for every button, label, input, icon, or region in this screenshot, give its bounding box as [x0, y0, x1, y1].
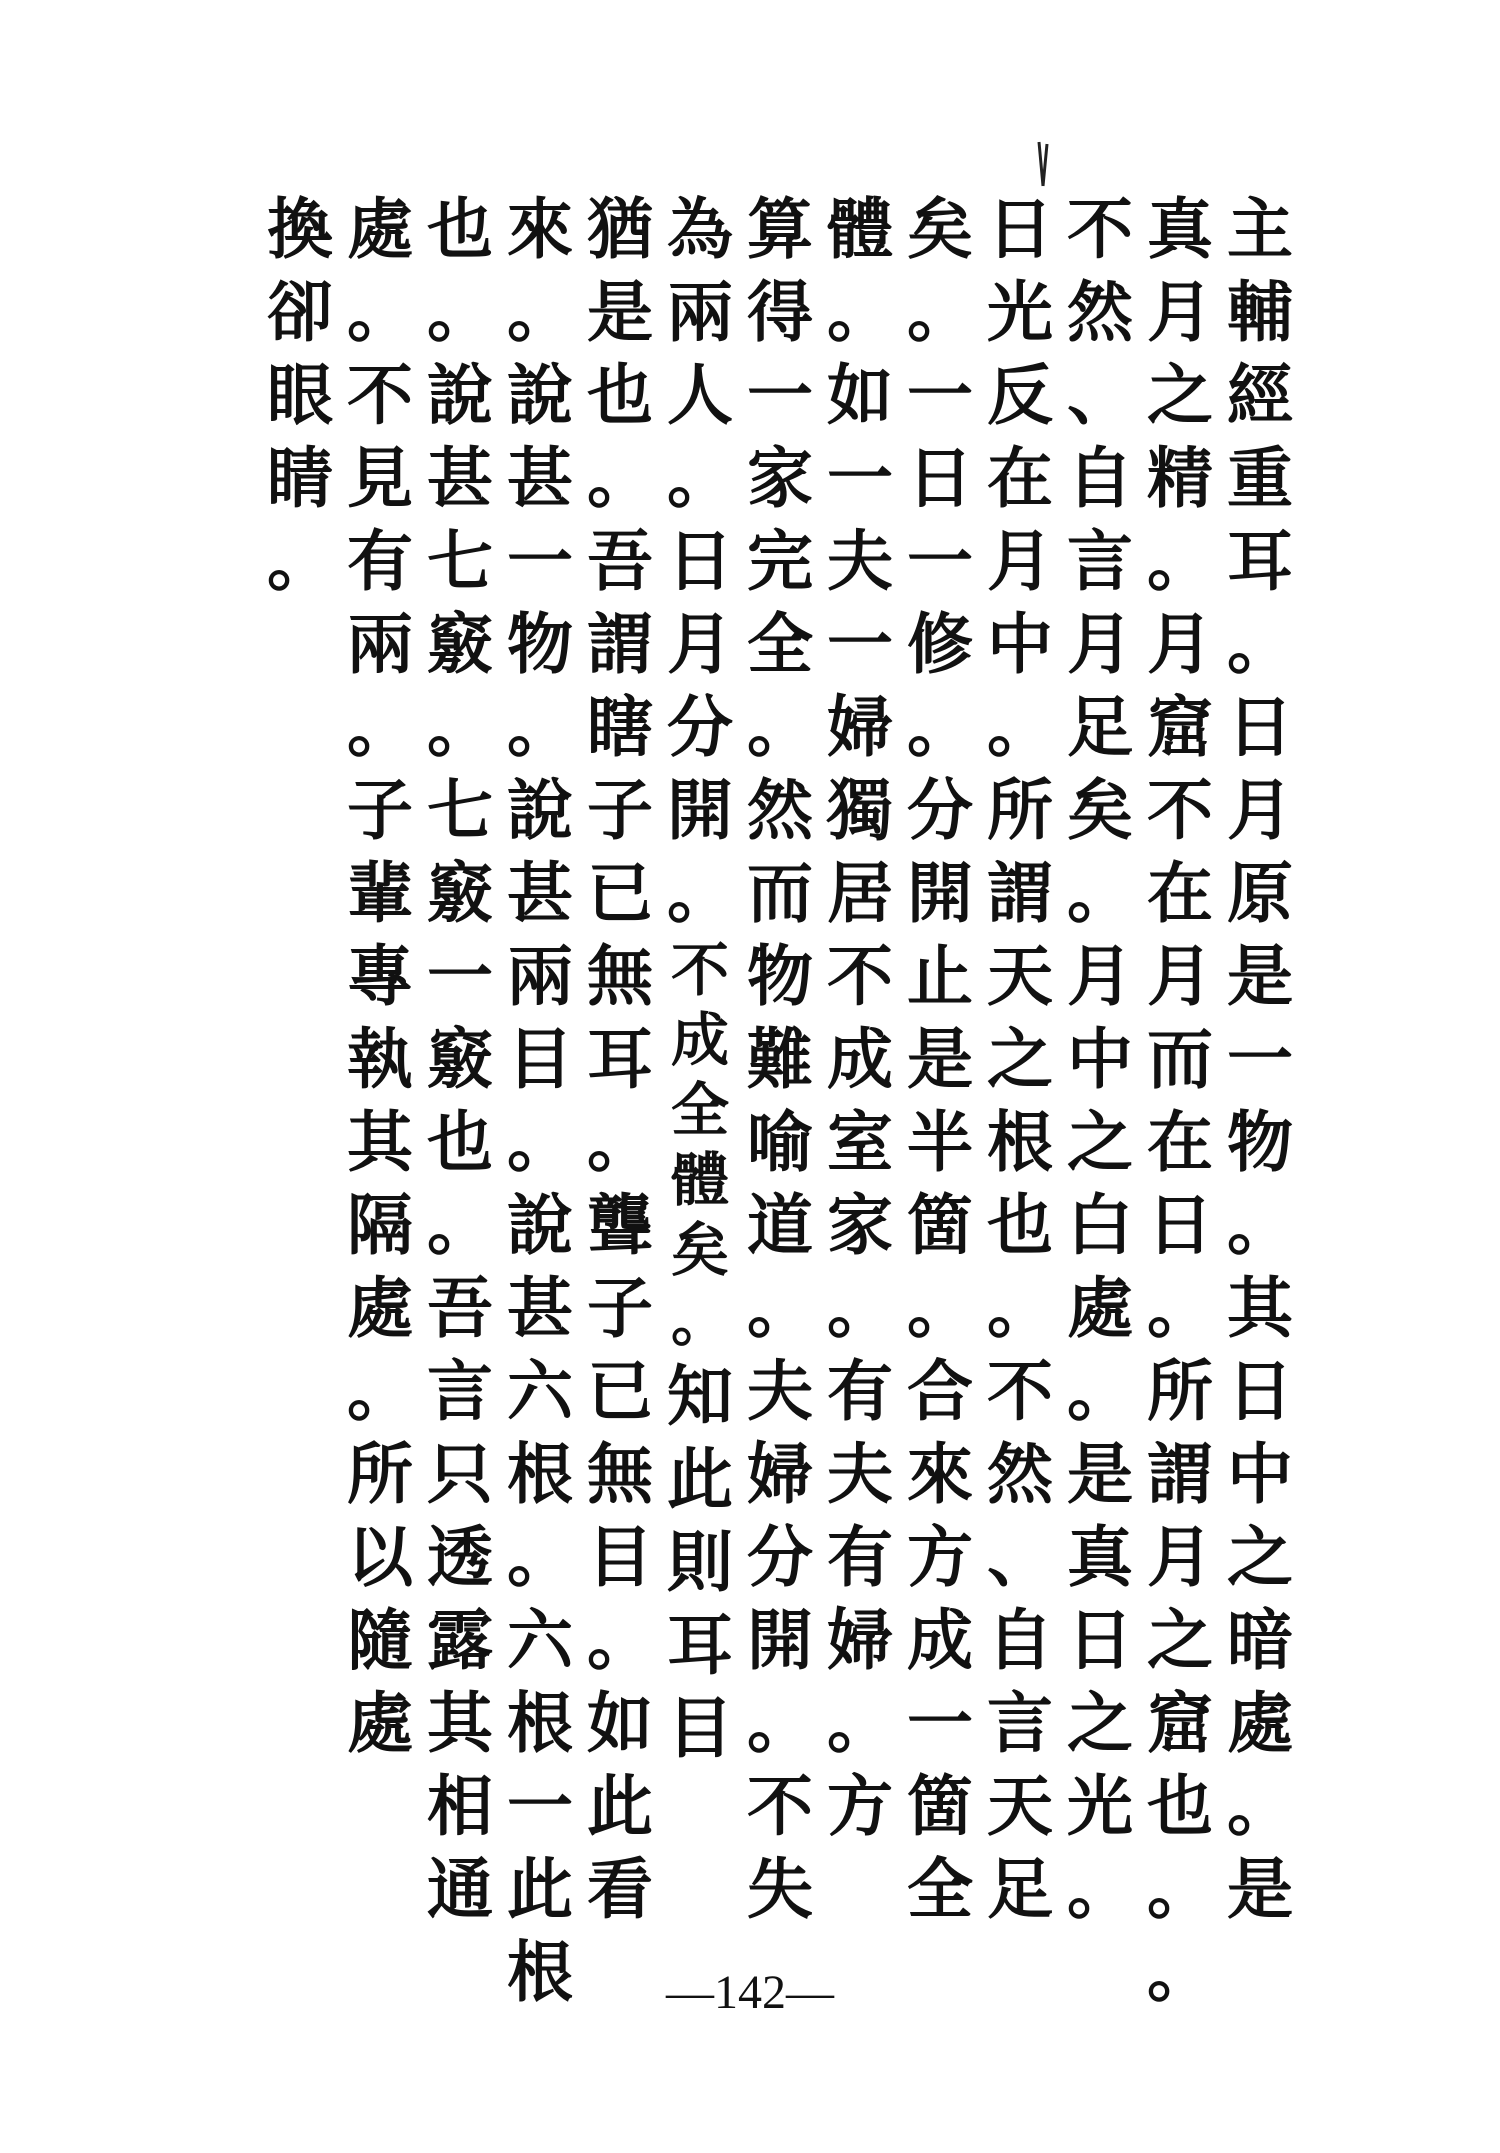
text-char: 所 — [1147, 1352, 1213, 1430]
text-column-10 — [500, 188, 580, 2014]
text-char: 光 — [987, 273, 1053, 351]
text-char: 算 — [747, 190, 813, 268]
text-char: 也 — [587, 356, 653, 434]
text-char: 月 — [1067, 937, 1133, 1015]
text-char: 。 — [1147, 1850, 1213, 1928]
text-char: 真 — [1067, 1518, 1133, 1596]
text-char: 。 — [907, 688, 973, 766]
text-char: 婦 — [827, 1601, 893, 1679]
text-char: 也 — [987, 1186, 1053, 1264]
text-char: 謂 — [987, 854, 1053, 932]
text-char: 一 — [1227, 1020, 1293, 1098]
text-char: 一 — [507, 1767, 573, 1845]
text-char: 白 — [1067, 1186, 1133, 1264]
text-char: 其 — [1227, 1269, 1293, 1347]
text-char: 也 — [427, 190, 493, 268]
text-char: 足 — [1067, 688, 1133, 766]
text-char: 處 — [347, 1269, 413, 1347]
text-char: 如 — [827, 356, 893, 434]
text-char: 然 — [987, 1435, 1053, 1513]
text-char: 原 — [1227, 854, 1293, 932]
text-char: 日 — [1227, 1352, 1293, 1430]
text-char: 足 — [987, 1850, 1053, 1928]
text-char: 。 — [747, 1269, 813, 1347]
text-char: 一 — [827, 605, 893, 683]
text-char: 家 — [827, 1186, 893, 1264]
text-char: 聾 — [587, 1186, 653, 1264]
text-column-5 — [900, 188, 980, 1931]
text-char: 中 — [1227, 1435, 1293, 1513]
text-char: 竅 — [427, 854, 493, 932]
text-column-3 — [1060, 188, 1140, 1931]
text-char: 眼 — [267, 356, 333, 434]
text-column-9 — [580, 188, 660, 1931]
text-char: 。 — [827, 1269, 893, 1347]
text-char: 謂 — [1147, 1435, 1213, 1513]
text-char: 一 — [907, 1684, 973, 1762]
text-char: 成 — [907, 1601, 973, 1679]
text-char: 、 — [987, 1518, 1053, 1596]
text-char: 物 — [507, 605, 573, 683]
text-char: 一 — [907, 522, 973, 600]
text-char: 甚 — [507, 439, 573, 517]
text-char: 之 — [1147, 356, 1213, 434]
text-char: 瞎 — [587, 688, 653, 766]
text-char: 家 — [747, 439, 813, 517]
text-column-6 — [820, 188, 900, 1848]
text-char: 。 — [1067, 854, 1133, 932]
text-char: 開 — [747, 1601, 813, 1679]
text-char: 則 — [667, 1523, 733, 1601]
text-char: 。 — [347, 688, 413, 766]
text-char: 。 — [827, 273, 893, 351]
text-char: 。 — [587, 1601, 653, 1679]
text-char: 月 — [1147, 273, 1213, 351]
text-char: 物 — [747, 937, 813, 1015]
text-char: 相 — [427, 1767, 493, 1845]
text-char: 重 — [1227, 439, 1293, 517]
text-char: 也 — [427, 1103, 493, 1181]
text-char: 來 — [507, 190, 573, 268]
text-char: 。 — [1147, 522, 1213, 600]
text-char: 成 — [827, 1020, 893, 1098]
text-char: 自 — [987, 1601, 1053, 1679]
text-char: 輔 — [1227, 273, 1293, 351]
text-char: 居 — [827, 854, 893, 932]
text-char: 子 — [587, 771, 653, 849]
text-char: 有 — [827, 1352, 893, 1430]
text-char: 主 — [1227, 190, 1293, 268]
text-char: 。 — [507, 1518, 573, 1596]
text-char: 耳 — [1227, 522, 1293, 600]
text-char: 全 — [747, 605, 813, 683]
text-column-1 — [1220, 188, 1300, 1931]
text-char: 月 — [667, 605, 733, 683]
text-char: 甚 — [507, 1269, 573, 1347]
text-char: 道 — [747, 1186, 813, 1264]
text-char: 。 — [427, 273, 493, 351]
text-char: 是 — [587, 273, 653, 351]
text-char: 來 — [907, 1435, 973, 1513]
text-char: 矣 — [670, 1216, 729, 1284]
text-char: 卻 — [267, 273, 333, 351]
text-char: 說 — [507, 771, 573, 849]
text-char: 失 — [747, 1850, 813, 1928]
text-char: 月 — [1147, 605, 1213, 683]
text-char: 。 — [747, 1684, 813, 1762]
text-char: 之 — [1227, 1518, 1293, 1596]
text-char: 之 — [1067, 1103, 1133, 1181]
text-char: 月 — [1067, 605, 1133, 683]
text-char: 。 — [827, 1684, 893, 1762]
text-char: 不 — [747, 1767, 813, 1845]
text-char: 成 — [670, 1006, 729, 1074]
text-char: 反 — [987, 356, 1053, 434]
text-char: 吾 — [427, 1269, 493, 1347]
scan-mark-icon — [1036, 140, 1050, 188]
text-char: 。 — [427, 688, 493, 766]
text-char: 。 — [667, 439, 733, 517]
text-char: 輩 — [347, 854, 413, 932]
text-char: 。 — [347, 1352, 413, 1430]
text-char: 根 — [507, 1684, 573, 1762]
text-char: 一 — [827, 439, 893, 517]
text-char: 。 — [507, 273, 573, 351]
text-char: 言 — [1067, 522, 1133, 600]
text-char: 其 — [427, 1684, 493, 1762]
text-char: 子 — [587, 1269, 653, 1347]
text-column-13 — [260, 188, 340, 603]
text-char: 日 — [907, 439, 973, 517]
text-char: 言 — [427, 1352, 493, 1430]
text-char: 日 — [1227, 688, 1293, 766]
text-char: 是 — [907, 1020, 973, 1098]
text-column-4 — [980, 188, 1060, 1931]
text-char: 此 — [587, 1767, 653, 1845]
text-char: 耳 — [667, 1606, 733, 1684]
text-char: 如 — [587, 1684, 653, 1762]
text-char: 無 — [587, 937, 653, 1015]
text-char: 分 — [907, 771, 973, 849]
text-char: 室 — [827, 1103, 893, 1181]
text-char: 。 — [1227, 605, 1293, 683]
text-char: 。 — [507, 1103, 573, 1181]
text-char: 說 — [507, 1186, 573, 1264]
text-char: 。 — [587, 1103, 653, 1181]
text-char: 而 — [1147, 1020, 1213, 1098]
text-char: 。 — [347, 273, 413, 351]
text-char: 六 — [507, 1352, 573, 1430]
text-char: 月 — [1147, 937, 1213, 1015]
text-char: 。 — [907, 1269, 973, 1347]
text-char: 猶 — [587, 190, 653, 268]
text-char: 天 — [987, 1767, 1053, 1845]
text-char: 全 — [670, 1076, 729, 1144]
text-char: 竅 — [427, 605, 493, 683]
text-column-12 — [340, 188, 420, 1765]
text-char: 日 — [1067, 1601, 1133, 1679]
text-char: 自 — [1067, 439, 1133, 517]
text-char: 。 — [1227, 1767, 1293, 1845]
text-char: 完 — [747, 522, 813, 600]
text-column-2 — [1140, 188, 1220, 2014]
text-char: 。 — [907, 273, 973, 351]
text-char: 知 — [667, 1357, 733, 1435]
inserted-note — [670, 935, 730, 1355]
text-char: 光 — [1067, 1767, 1133, 1845]
text-char: 。 — [427, 1186, 493, 1264]
text-char: 矣 — [907, 190, 973, 268]
text-char: 不 — [1147, 771, 1213, 849]
text-char: 。 — [987, 688, 1053, 766]
text-char: 。 — [1067, 1352, 1133, 1430]
text-char: 得 — [747, 273, 813, 351]
text-char: 窟 — [1147, 688, 1213, 766]
text-char: 通 — [427, 1850, 493, 1928]
text-char: 。 — [1227, 1186, 1293, 1264]
text-char: 之 — [987, 1020, 1053, 1098]
text-char: 一 — [507, 522, 573, 600]
text-char: 無 — [587, 1435, 653, 1513]
text-char: 之 — [1147, 1601, 1213, 1679]
text-char: 說 — [507, 356, 573, 434]
text-char: 露 — [427, 1601, 493, 1679]
text-char: 月 — [1147, 1518, 1213, 1596]
text-char: 。 — [670, 1286, 729, 1354]
text-char: 。 — [1067, 1850, 1133, 1928]
text-char: 此 — [507, 1850, 573, 1928]
text-char: 換 — [267, 190, 333, 268]
text-char: 在 — [1147, 854, 1213, 932]
text-char: 。 — [1147, 1269, 1213, 1347]
text-char: 是 — [1227, 1850, 1293, 1928]
text-char: 獨 — [827, 771, 893, 849]
text-char: 看 — [587, 1850, 653, 1928]
text-char: 婦 — [747, 1435, 813, 1513]
text-char: 透 — [427, 1518, 493, 1596]
text-char: 不 — [987, 1352, 1053, 1430]
text-char: 甚 — [427, 439, 493, 517]
text-char: 所 — [347, 1435, 413, 1513]
text-char: 專 — [347, 937, 413, 1015]
text-char: 目 — [507, 1020, 573, 1098]
text-char: 然 — [747, 771, 813, 849]
text-char: 其 — [347, 1103, 413, 1181]
text-char: 止 — [907, 937, 973, 1015]
text-char: 人 — [667, 356, 733, 434]
text-char: 而 — [747, 854, 813, 932]
text-char: 此 — [667, 1440, 733, 1518]
text-char: 耳 — [587, 1020, 653, 1098]
text-char: 。 — [747, 688, 813, 766]
text-char: 真 — [1147, 190, 1213, 268]
text-char: 然 — [1067, 273, 1133, 351]
text-char: 根 — [507, 1435, 573, 1513]
text-column-11 — [420, 188, 500, 1931]
text-char: 只 — [427, 1435, 493, 1513]
text-char: 所 — [987, 771, 1053, 849]
text-char: 全 — [907, 1850, 973, 1928]
text-char: 見 — [347, 439, 413, 517]
text-char: 物 — [1227, 1103, 1293, 1181]
text-char: 暗 — [1227, 1601, 1293, 1679]
text-char: 有 — [347, 522, 413, 600]
text-char: 隨 — [347, 1601, 413, 1679]
text-char: 吾 — [587, 522, 653, 600]
text-char: 合 — [907, 1352, 973, 1430]
text-char: 。 — [587, 439, 653, 517]
text-char: 已 — [587, 854, 653, 932]
text-char: 執 — [347, 1020, 413, 1098]
text-char: 夫 — [747, 1352, 813, 1430]
text-char: 半 — [907, 1103, 973, 1181]
text-char: 一 — [747, 356, 813, 434]
text-char: 是 — [1227, 937, 1293, 1015]
text-char: 七 — [427, 771, 493, 849]
text-char: 不 — [347, 356, 413, 434]
text-char: 難 — [747, 1020, 813, 1098]
text-char: 、 — [1067, 356, 1133, 434]
text-char: 天 — [987, 937, 1053, 1015]
text-char: 以 — [347, 1518, 413, 1596]
text-char: 六 — [507, 1601, 573, 1679]
text-column-7 — [740, 188, 820, 1931]
text-char: 之 — [1067, 1684, 1133, 1762]
text-char: 體 — [827, 190, 893, 268]
text-char: 日 — [667, 522, 733, 600]
text-char: 箇 — [907, 1767, 973, 1845]
text-char: 說 — [427, 356, 493, 434]
text-char: 方 — [907, 1518, 973, 1596]
text-char: 已 — [587, 1352, 653, 1430]
text-char: 開 — [907, 854, 973, 932]
text-char: 中 — [1067, 1020, 1133, 1098]
text-char: 言 — [987, 1684, 1053, 1762]
text-char: 目 — [587, 1518, 653, 1596]
text-char: 根 — [507, 1933, 573, 2011]
text-char: 謂 — [587, 605, 653, 683]
text-char: 子 — [347, 771, 413, 849]
text-char: 。 — [267, 522, 333, 600]
text-char: 精 — [1147, 439, 1213, 517]
text-char: 窟 — [1147, 1684, 1213, 1762]
text-column-8 — [660, 188, 740, 1770]
text-char: 修 — [907, 605, 973, 683]
text-char: 兩 — [507, 937, 573, 1015]
text-char: 處 — [1067, 1269, 1133, 1347]
text-char: 開 — [667, 771, 733, 849]
text-char: 月 — [987, 522, 1053, 600]
column-8-head — [660, 188, 740, 935]
text-char: 甚 — [507, 854, 573, 932]
text-char: 體 — [670, 1146, 729, 1214]
text-char: 不 — [670, 936, 729, 1004]
text-char: 經 — [1227, 356, 1293, 434]
text-char: 處 — [347, 1684, 413, 1762]
page-number: —142— — [666, 1966, 834, 2019]
text-char: 睛 — [267, 439, 333, 517]
text-char: 月 — [1227, 771, 1293, 849]
text-char: 處 — [347, 190, 413, 268]
text-char: 竅 — [427, 1020, 493, 1098]
text-char: 不 — [1067, 190, 1133, 268]
text-char: 也 — [1147, 1767, 1213, 1845]
text-char: 夫 — [827, 522, 893, 600]
text-char: 根 — [987, 1103, 1053, 1181]
text-char: 箇 — [907, 1186, 973, 1264]
text-char: 夫 — [827, 1435, 893, 1513]
text-char: 目 — [667, 1689, 733, 1767]
text-char: 在 — [1147, 1103, 1213, 1181]
text-char: 。 — [667, 854, 733, 932]
text-char: 矣 — [1067, 771, 1133, 849]
text-char: 。 — [507, 688, 573, 766]
text-char: 婦 — [827, 688, 893, 766]
text-char: 處 — [1227, 1684, 1293, 1762]
text-char: 喻 — [747, 1103, 813, 1181]
text-char: 中 — [987, 605, 1053, 683]
text-char: 日 — [1147, 1186, 1213, 1264]
text-char: 。 — [1147, 1933, 1213, 2011]
text-char: 在 — [987, 439, 1053, 517]
text-char: 一 — [427, 937, 493, 1015]
text-char: 有 — [827, 1518, 893, 1596]
text-char: 兩 — [667, 273, 733, 351]
text-char: 是 — [1067, 1435, 1133, 1513]
text-char: 分 — [667, 688, 733, 766]
text-char: 。 — [987, 1269, 1053, 1347]
text-char: 一 — [907, 356, 973, 434]
inserted-note-tail — [660, 1355, 740, 1770]
text-char: 日 — [987, 190, 1053, 268]
text-char: 分 — [747, 1518, 813, 1596]
text-char: 兩 — [347, 605, 413, 683]
text-char: 不 — [827, 937, 893, 1015]
text-char: 隔 — [347, 1186, 413, 1264]
text-char: 為 — [667, 190, 733, 268]
text-char: 七 — [427, 522, 493, 600]
text-char: 方 — [827, 1767, 893, 1845]
